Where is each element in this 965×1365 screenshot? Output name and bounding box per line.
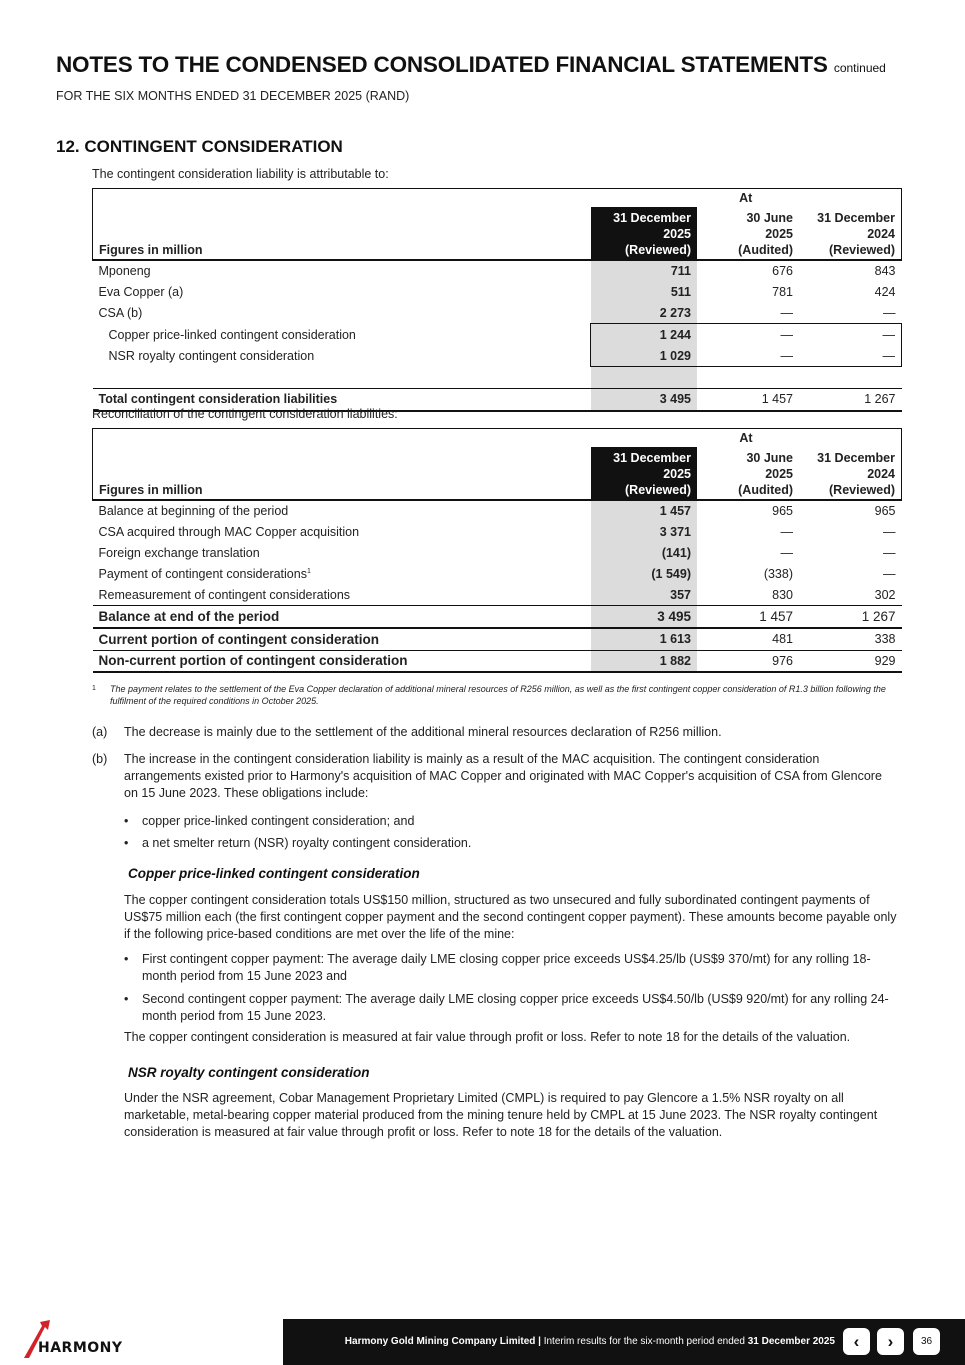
table-row: CSA (b) 2 273 — — bbox=[93, 303, 902, 324]
nsr-heading: NSR royalty contingent consideration bbox=[128, 1065, 370, 1080]
copper-para-2: The copper contingent consideration is measured at fair value through profit or loss. Refer to note 18 for the details of the valuation. bbox=[124, 1030, 851, 1044]
table-row-current: Current portion of contingent consideration 1 613 481 338 bbox=[93, 628, 902, 650]
nsr-para: Under the NSR agreement, Cobar Management Proprietary Limited (CMPL) is required to pay Glencore a 1.5% NSR royalty on all marketable, metal-bearing copper material produced from the mining tenure held by CMPL at 15 June 2023. The NSR royalty contingent consideration is measured at fair value through profit or loss. Refer to note 18 for the details of the valuation. bbox=[124, 1091, 878, 1139]
copper-heading: Copper price-linked contingent consideration bbox=[128, 866, 420, 881]
col-header-dec2025: 31 December 2025 (Reviewed) bbox=[591, 447, 697, 500]
col-header-dec2024: 31 December 2024 (Reviewed) bbox=[799, 447, 902, 500]
figures-label: Figures in million bbox=[93, 207, 591, 260]
harmony-logo: HARMONY bbox=[20, 1318, 150, 1365]
table-row: Mponeng 711 676 843 bbox=[93, 260, 902, 282]
reconciliation-table bbox=[92, 428, 902, 673]
continued-label: continued bbox=[833, 61, 886, 75]
table-row: CSA acquired through MAC Copper acquisition 3 371 — — bbox=[93, 522, 902, 543]
table-row: NSR royalty contingent consideration 1 029 — — bbox=[93, 345, 902, 366]
footer-bar bbox=[283, 1319, 965, 1365]
at-label: At bbox=[591, 429, 902, 448]
at-label: At bbox=[591, 189, 902, 208]
footer-text: Harmony Gold Mining Company Limited | Interim results for the six-month period ended 31 December 2025 bbox=[344, 1336, 835, 1347]
note-a-label: (a) bbox=[92, 725, 108, 739]
col-header-jun2025: 30 June 2025 (Audited) bbox=[697, 207, 799, 260]
list-item: • Second contingent copper payment: The average daily LME closing copper price exceeds US$4.50/lb (US$9 920/mt) for any rolling 24-month period from 15 June 2023. bbox=[124, 992, 889, 1023]
col-header-jun2025: 30 June 2025 (Audited) bbox=[697, 447, 799, 500]
section-intro: The contingent consideration liability is attributable to: bbox=[92, 167, 389, 181]
reconciliation-intro: Reconciliation of the contingent consideration liabilities: bbox=[92, 407, 398, 421]
col-header-dec2024: 31 December 2024 (Reviewed) bbox=[799, 207, 902, 260]
list-item: • a net smelter return (NSR) royalty contingent consideration. bbox=[124, 836, 472, 850]
note-b-label: (b) bbox=[92, 752, 108, 766]
note-b-text: The increase in the contingent consideration liability is mainly as a result of the MAC acquisition. The contingent consideration arrangements existed prior to Harmony's acquisition of MAC Copper and originated with MAC Copper's acquisition of CSA from Glencore on 15 June 2023. These obligations include: bbox=[124, 752, 882, 800]
section-title: 12. CONTINGENT CONSIDERATION bbox=[56, 137, 343, 156]
footnote: 1 The payment relates to the settlement of the Eva Copper declaration of additional mineral resources of R256 million, as well as the first contingent copper consideration of R1.3 billion following the fulfilment of the required conditions in October 2025. bbox=[92, 684, 886, 706]
footnote-marker: 1 bbox=[306, 567, 311, 575]
note-a-text: The decrease is mainly due to the settlement of the additional mineral resources declaration of R256 million. bbox=[124, 725, 722, 739]
page-number: 36 bbox=[913, 1328, 940, 1355]
next-page-button[interactable]: › bbox=[877, 1328, 904, 1355]
table-row-total: Total contingent consideration liabilities 3 495 1 457 1 267 bbox=[93, 388, 902, 410]
figures-label: Figures in million bbox=[93, 447, 592, 500]
table-row: Balance at beginning of the period 1 457 965 965 bbox=[93, 500, 902, 522]
table-row: Copper price-linked contingent consideration 1 244 — — bbox=[93, 324, 902, 345]
list-item: • First contingent copper payment: The average daily LME closing copper price exceeds US$4.25/lb (US$9 370/mt) for any rolling 18-month period from 15 June 2023 and bbox=[124, 952, 871, 983]
table-row: Payment of contingent considerations$^1$ (1 549) (338) — bbox=[93, 563, 902, 584]
table-row: Remeasurement of contingent considerations 357 830 302 bbox=[93, 584, 902, 605]
table-row: Eva Copper (a) 511 781 424 bbox=[93, 282, 902, 303]
table-row-balance-end: Balance at end of the period 3 495 1 457 1 267 bbox=[93, 605, 902, 627]
table-row: Foreign exchange translation (141) — — bbox=[93, 543, 902, 564]
page-subtitle: FOR THE SIX MONTHS ENDED 31 DECEMBER 2025 (RAND) bbox=[56, 89, 410, 103]
copper-para-1: The copper contingent consideration totals US$150 million, structured as two unsecured and fully subordinated contingent payments of US$75 million each (the first contingent copper payment and the second contingent copper payment). These amounts become payable only if the following price-based conditions are met over the life of the mine: bbox=[124, 893, 897, 941]
col-header-dec2025: 31 December 2025 (Reviewed) bbox=[591, 207, 698, 260]
prev-page-button[interactable]: ‹ bbox=[843, 1328, 870, 1355]
page-title: NOTES TO THE CONDENSED CONSOLIDATED FINANCIAL STATEMENTS continued bbox=[56, 52, 886, 77]
attribution-table bbox=[92, 188, 902, 412]
table-row-non-current: Non-current portion of contingent consideration 1 882 976 929 bbox=[93, 650, 902, 672]
list-item: • copper price-linked contingent consideration; and bbox=[124, 814, 415, 828]
